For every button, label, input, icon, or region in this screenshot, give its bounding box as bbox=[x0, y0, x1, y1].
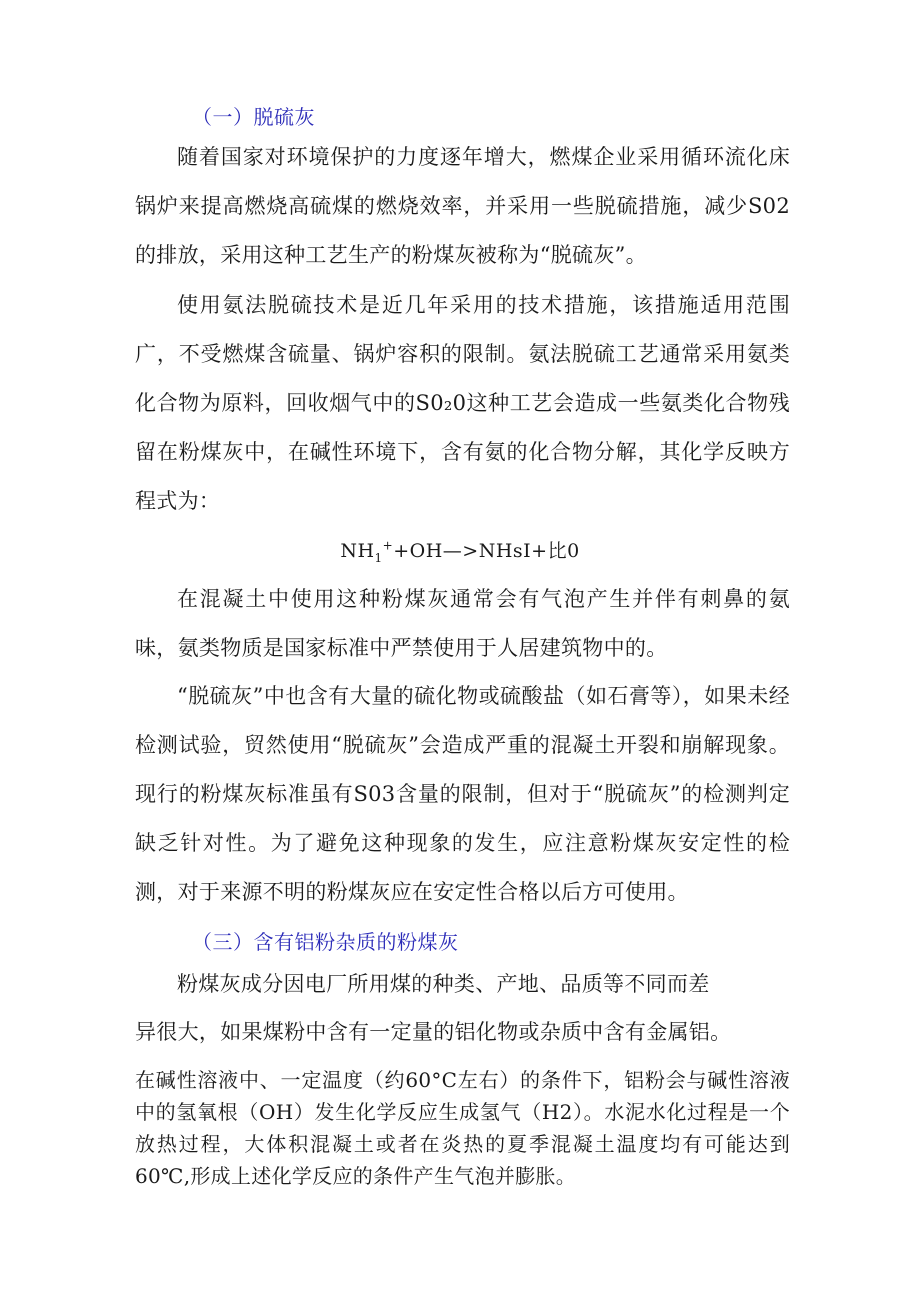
formula-superscript: + bbox=[382, 538, 394, 553]
paragraph-6: 在碱性溶液中、一定温度（约60°C左右）的条件下，铝粉会与碱性溶液中的氢氧根（OH）发生化学反应生成氢气（H2）。水泥水化过程是一个放热过程，大体积混凝土或者在炎热的夏季混凝土温度均有可能达到60℃,形成上述化学反应的条件产生气泡并膨胀。 bbox=[135, 1068, 790, 1188]
paragraph-4: “脱硫灰”中也含有大量的硫化物或硫酸盐（如石膏等），如果未经检测试验，贸然使用“脱硫灰”会造成严重的混凝土开裂和崩解现象。现行的粉煤灰标准虽有S03含量的限制，但对于“脱硫灰”的检测判定缺乏针对性。为了避免这种现象的发生，应注意粉煤灰安定性的检测，对于来源不明的粉煤灰应在安定性合格以后方可使用。 bbox=[135, 684, 790, 904]
section-heading-1: （一）脱硫灰 bbox=[192, 105, 315, 129]
formula-part-2: +OH—>NHsI+比0 bbox=[393, 540, 580, 562]
section-heading-3: （三）含有铝粉杂质的粉煤灰 bbox=[192, 930, 459, 954]
paragraph-3: 在混凝土中使用这种粉煤灰通常会有气泡产生并伴有刺鼻的氨味，氨类物质是国家标准中严禁使用于人居建筑物中的。 bbox=[135, 587, 790, 660]
chemical-formula bbox=[0, 536, 920, 565]
paragraph-2: 使用氨法脱硫技术是近几年采用的技术措施，该措施适用范围广，不受燃煤含硫量、锅炉容积的限制。氨法脱硫工艺通常采用氨类化合物为原料，回收烟气中的S0₂0这种工艺会造成一些氨类化合物残留在粉煤灰中，在碱性环境下，含有氨的化合物分解，其化学反映方程式为： bbox=[135, 293, 790, 513]
formula-part-1: NH bbox=[340, 540, 375, 562]
paragraph-1: 随着国家对环境保护的力度逐年增大，燃煤企业采用循环流化床锅炉来提高燃烧高硫煤的燃烧效率，并采用一些脱硫措施，减少S02的排放，采用这种工艺生产的粉煤灰被称为“脱硫灰”。 bbox=[135, 145, 790, 267]
paragraph-5-line-1: 粉煤灰成分因电厂所用煤的种类、产地、品质等不同而差 bbox=[177, 972, 710, 996]
formula-subscript: 1 bbox=[374, 550, 383, 565]
paragraph-5-line-2: 异很大，如果煤粉中含有一定量的铝化物或杂质中含有金属铝。 bbox=[135, 1020, 732, 1044]
